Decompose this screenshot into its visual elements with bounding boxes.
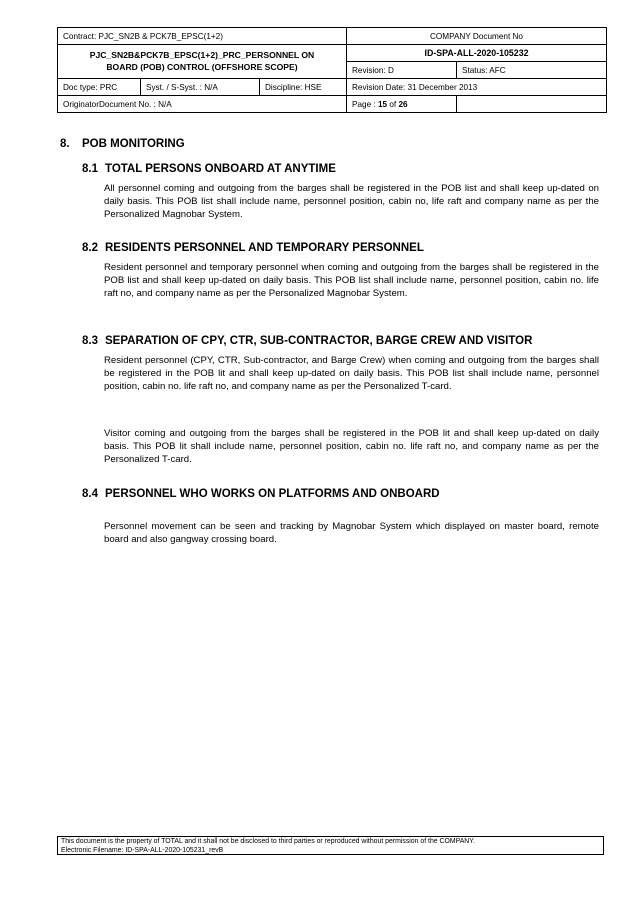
subsection-heading (82, 488, 440, 500)
subsection-title: TOTAL PERSONS ONBOARD AT ANYTIME (105, 163, 336, 175)
page-footer (57, 836, 604, 855)
contract-cell: Contract: PJC_SN2B & PCK7B_EPSC(1+2) (58, 28, 347, 45)
subsection-title: SEPARATION OF CPY, CTR, SUB-CONTRACTOR, BARGE CREW AND VISITOR (105, 335, 533, 347)
paragraph: Personnel movement can be seen and tracking by Magnobar System which displayed on master board, remote board and also gangway crossing board. (104, 521, 599, 545)
document-number: ID-SPA-ALL-2020-105232 (347, 45, 607, 62)
page-cell (347, 96, 457, 113)
paragraph: Resident personnel and temporary personnel when coming and outgoing from the barges shall be registered in the POB list and shall keep up-dated on daily basis. This POB list shall include name, personnel position, cabin no. life raft no, and company name as per the Personalized Magnobar System. (104, 262, 599, 299)
footer-disclaimer: This document is the property of TOTAL and it shall not be disclosed to third parties or reproduced without permission of the COMPANY. (61, 838, 475, 845)
footer-filename: Electronic Filename: ID-SPA-ALL-2020-105231_revB (61, 846, 224, 854)
subsection-number: 8.1 (82, 163, 98, 175)
page-number: 15 (377, 99, 388, 109)
page-label: Page : (352, 99, 378, 109)
section-title: POB MONITORING (82, 138, 185, 150)
doc-type-cell: Doc type: PRC (58, 79, 141, 96)
subsection-heading (82, 242, 424, 254)
status-cell: Status: AFC (457, 62, 607, 79)
subsection-number: 8.2 (82, 242, 98, 254)
revision-cell: Revision: D (347, 62, 457, 79)
paragraph: All personnel coming and outgoing from the barges shall be registered in the POB list and shall keep up-dated on daily basis. This POB list shall include name, personnel position, cabin no, life raft and company name as per the Personalized Magnobar System. (104, 183, 599, 220)
discipline-cell: Discipline: HSE (260, 79, 347, 96)
originator-cell: OriginatorDocument No. : N/A (58, 96, 347, 113)
company-doc-label: COMPANY Document No (347, 28, 607, 45)
document-header-table (57, 27, 607, 113)
document-title: PJC_SN2B&PCK7B_EPSC(1+2)_PRC_PERSONNEL ON BOARD (POB) CONTROL (OFFSHORE SCOPE) (58, 45, 347, 79)
subsection-number: 8.4 (82, 488, 98, 500)
paragraph: Resident personnel (CPY, CTR, Sub-contractor, and Barge Crew) when coming and outgoing from the barges shall be registered in the POB lit and shall keep up-dated on daily basis. This POB list shall include name, personnel position, cabin no. life raft no, and company name as per the Personalized T-card. (104, 355, 599, 392)
section-heading (60, 138, 185, 150)
subsection-number: 8.3 (82, 335, 98, 347)
page-total: 26 (398, 99, 408, 109)
subsection-heading (82, 163, 336, 175)
syst-cell: Syst. / S-Syst. : N/A (141, 79, 260, 96)
section-number: 8. (60, 138, 70, 150)
subsection-title: PERSONNEL WHO WORKS ON PLATFORMS AND ONBOARD (105, 488, 440, 500)
subsection-heading (82, 335, 532, 347)
page-of: of (387, 99, 399, 109)
empty-cell (457, 96, 607, 113)
revision-date-cell: Revision Date: 31 December 2013 (347, 79, 607, 96)
subsection-title: RESIDENTS PERSONNEL AND TEMPORARY PERSONNEL (105, 242, 424, 254)
paragraph: Visitor coming and outgoing from the barges shall be registered in the POB lit and shall keep up-dated on daily basis. This POB lit shall include name, personnel position, cabin no. life raft no, and company name as per the Personalized T-card. (104, 428, 599, 465)
